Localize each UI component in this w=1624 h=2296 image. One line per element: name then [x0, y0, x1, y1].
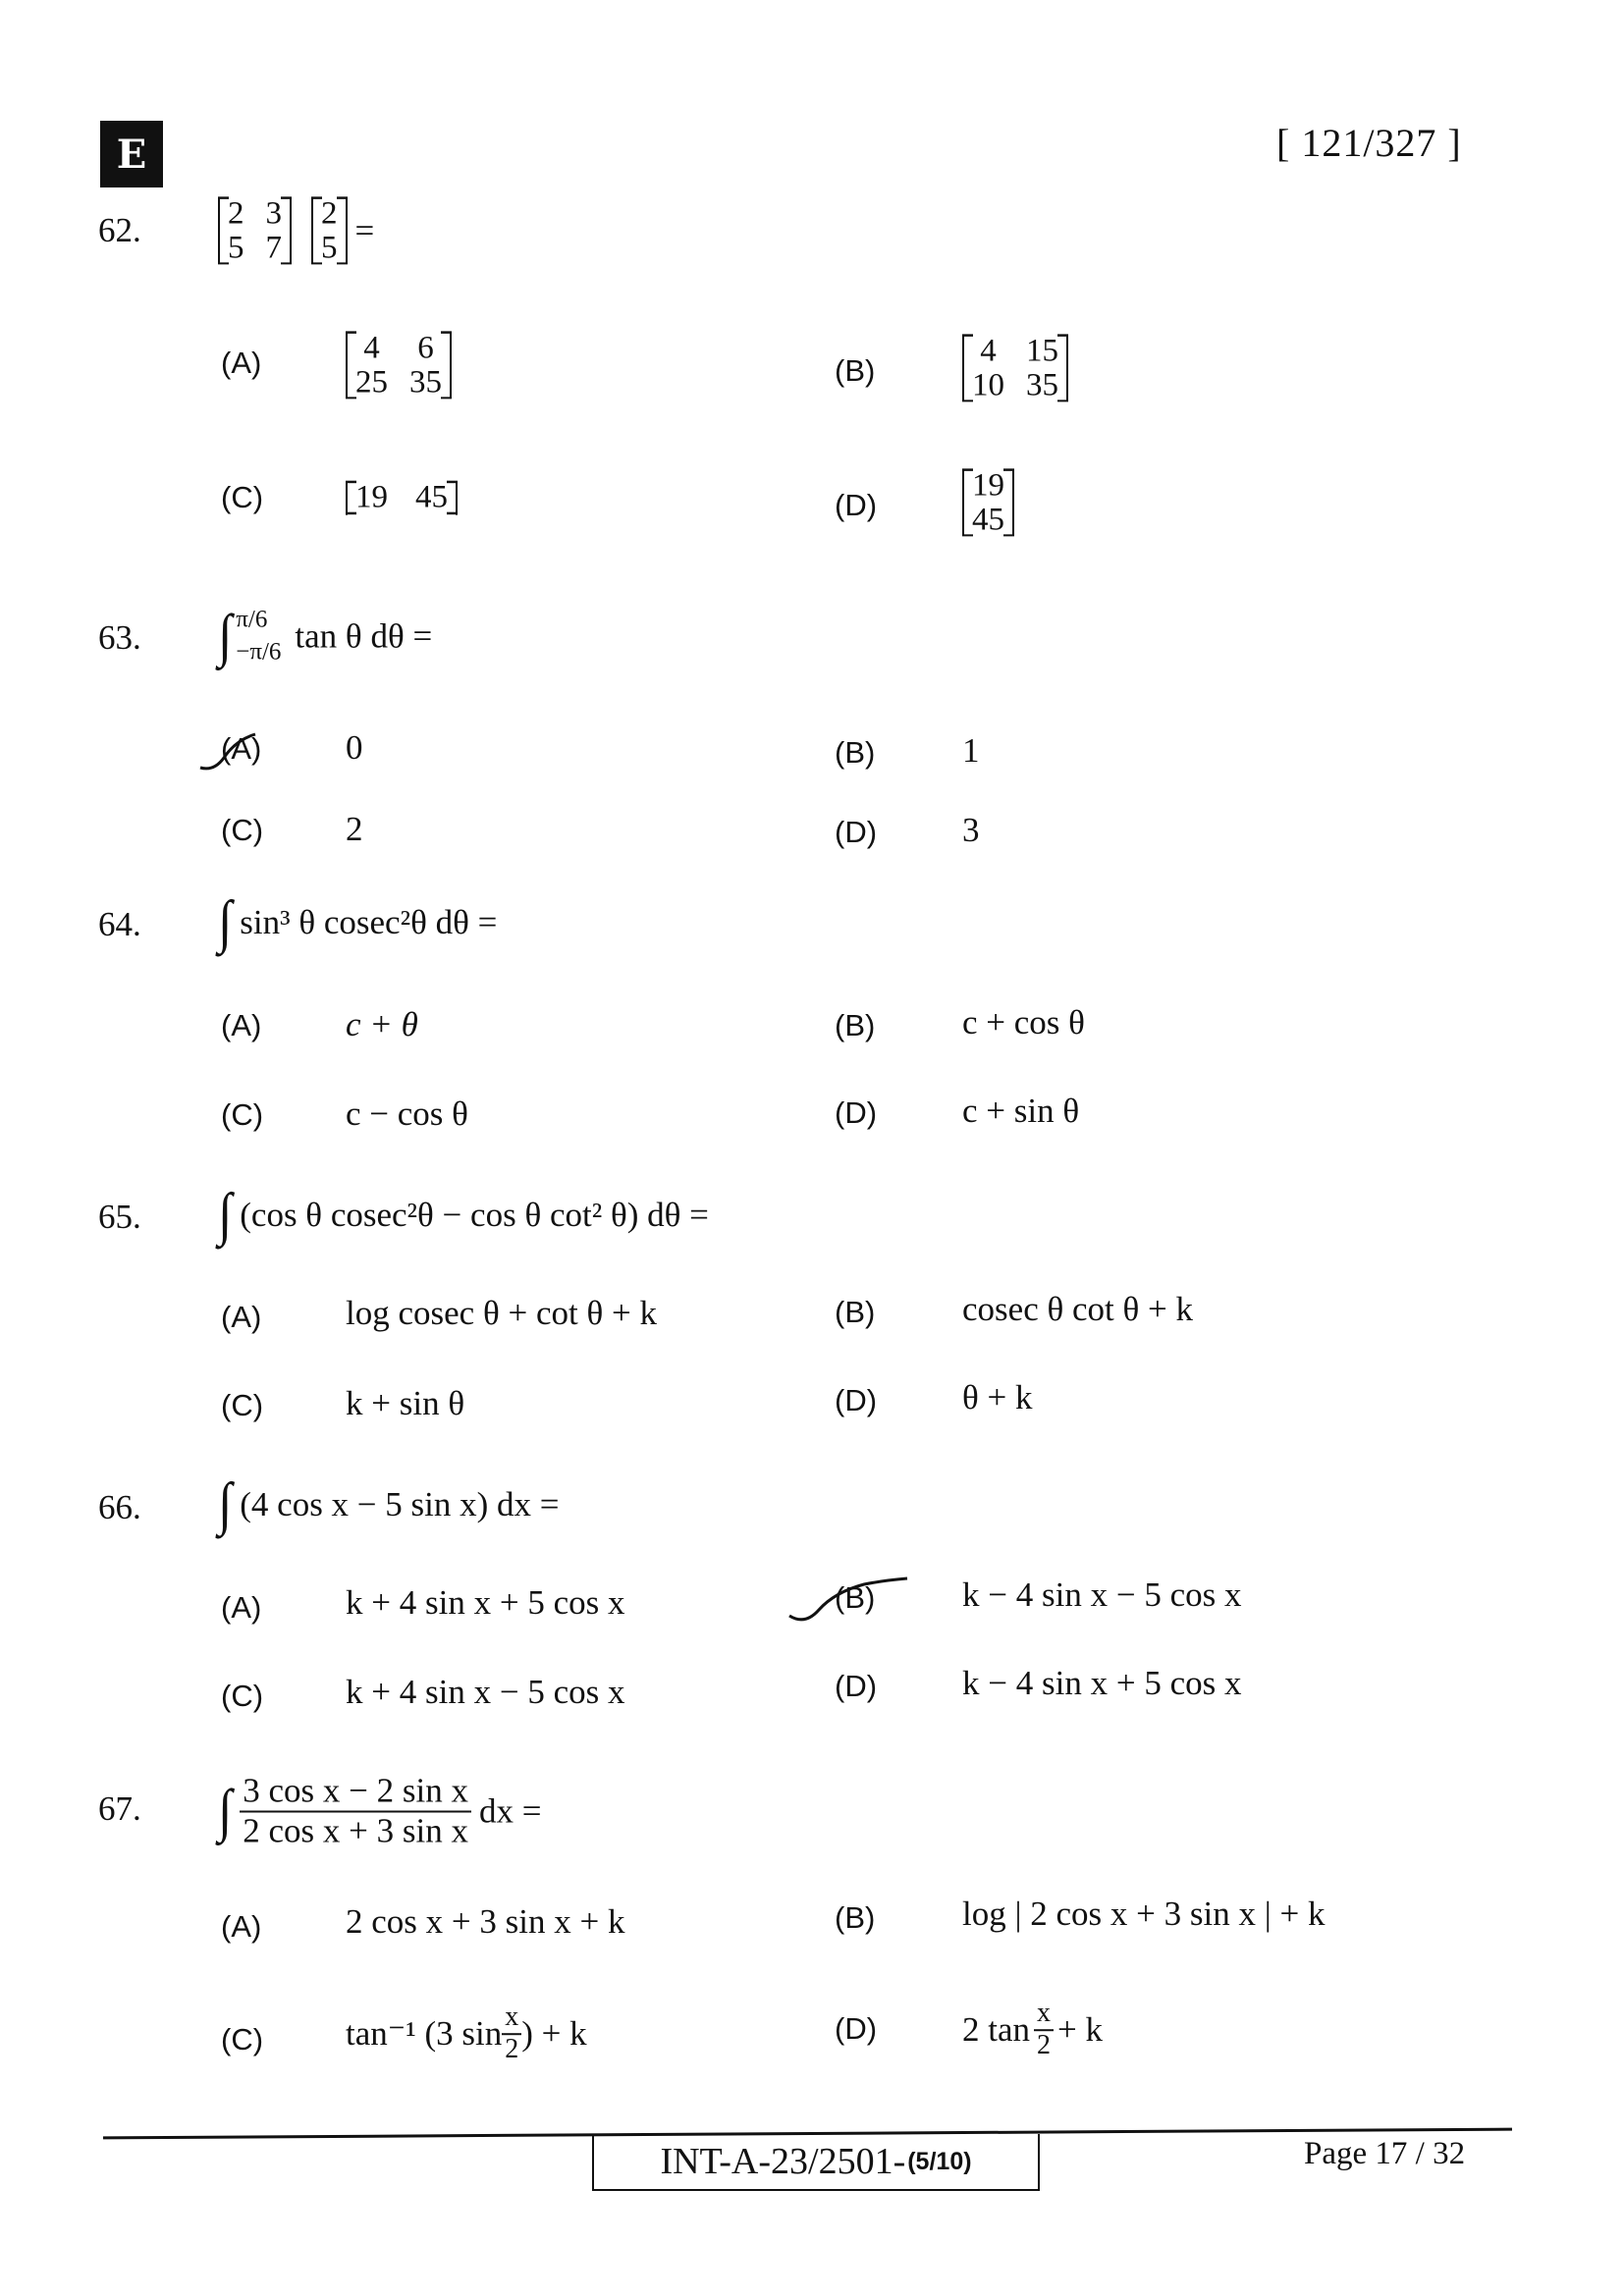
- integrand: (cos θ cosec²θ − cos θ cot² θ) dθ =: [240, 1196, 709, 1234]
- matrix: [962, 468, 1014, 536]
- option-b-value[interactable]: [962, 334, 1068, 401]
- option-c-value[interactable]: [346, 481, 458, 515]
- option-label[interactable]: (A): [221, 1590, 262, 1625]
- matrix: [218, 196, 292, 264]
- option-label[interactable]: (D): [835, 1669, 878, 1703]
- option-label[interactable]: (B): [835, 1900, 876, 1935]
- question-stem: [218, 196, 374, 264]
- option-label[interactable]: (D): [835, 815, 878, 849]
- option-label[interactable]: (D): [835, 488, 878, 522]
- integral-sign: ∫: [218, 889, 233, 955]
- numerator: x: [1034, 1999, 1054, 2031]
- option-label[interactable]: (C): [221, 813, 264, 847]
- option-label[interactable]: (D): [835, 1383, 878, 1417]
- option-text: + k: [1057, 2010, 1104, 2049]
- footer-code-suffix: (5/10): [907, 2147, 972, 2175]
- matrix-cell: 25: [355, 364, 388, 400]
- matrix-cell: 45: [415, 479, 448, 515]
- option-b-value[interactable]: 1: [962, 731, 980, 770]
- integral-sign: ∫: [218, 1182, 233, 1248]
- page-number: Page 17 / 32: [1304, 2136, 1466, 2171]
- integral-limits: [236, 605, 281, 668]
- question-number: 66.: [98, 1488, 141, 1526]
- option-b-value[interactable]: cosec θ cot θ + k: [962, 1290, 1194, 1328]
- option-b-value[interactable]: log | 2 cos x + 3 sin x | + k: [962, 1895, 1326, 1933]
- option-label[interactable]: (C): [221, 1679, 264, 1713]
- option-label[interactable]: (B): [835, 1008, 876, 1042]
- footer-code: INT-A-23/2501-: [660, 2141, 906, 2182]
- denominator: 2 cos x + 3 sin x: [243, 1811, 468, 1849]
- option-label[interactable]: (A): [221, 1909, 262, 1944]
- matrix-cell: 19: [972, 467, 1004, 504]
- denominator: 2: [505, 2034, 519, 2064]
- option-d-value[interactable]: 3: [962, 811, 980, 849]
- denominator: 2: [1037, 2030, 1052, 2060]
- fraction: [1034, 1999, 1054, 2061]
- set-label: E: [100, 121, 163, 187]
- option-label[interactable]: (B): [835, 735, 876, 770]
- integral-sign: ∫: [218, 1778, 233, 1843]
- question-stem: [218, 889, 498, 955]
- fraction: [240, 1773, 471, 1850]
- question-stem: [218, 1182, 709, 1248]
- option-label[interactable]: (A): [221, 346, 262, 380]
- matrix-cell: 35: [409, 364, 442, 400]
- matrix-cell: 10: [972, 367, 1004, 402]
- matrix-cell: 19: [355, 479, 388, 515]
- question-stem: [218, 605, 432, 668]
- matrix-cell: 45: [972, 502, 1004, 537]
- matrix: [311, 196, 348, 264]
- upper-limit: π/6: [236, 606, 268, 633]
- question-stem: [218, 1471, 560, 1537]
- matrix-cell: 7: [265, 230, 282, 265]
- question-number: 65.: [98, 1198, 141, 1236]
- option-label[interactable]: (C): [221, 1388, 264, 1422]
- matrix: [346, 331, 452, 399]
- option-d-value[interactable]: θ + k: [962, 1378, 1033, 1416]
- matrix: [346, 481, 458, 515]
- question-number: 64.: [98, 905, 141, 943]
- integrand: tan θ dθ =: [295, 616, 433, 655]
- numerator: x: [502, 2002, 521, 2035]
- option-c-value[interactable]: [346, 2002, 587, 2065]
- option-label[interactable]: (A): [221, 731, 262, 766]
- numerator: 3 cos x − 2 sin x: [240, 1773, 471, 1813]
- option-label[interactable]: (C): [221, 2022, 264, 2056]
- lower-limit: −π/6: [236, 638, 282, 665]
- integrand: sin³ θ cosec²θ dθ =: [240, 903, 498, 941]
- integral-sign: ∫: [218, 603, 233, 668]
- question-number: 63.: [98, 618, 141, 657]
- question-code: [ 121/327 ]: [1276, 121, 1462, 165]
- option-a-value[interactable]: k + 4 sin x + 5 cos x: [346, 1583, 625, 1622]
- equals-sign: =: [354, 211, 375, 249]
- integral-sign: ∫: [218, 1471, 233, 1537]
- matrix-cell: 6: [417, 330, 434, 366]
- option-label[interactable]: (D): [835, 2011, 878, 2046]
- option-text: 2 tan: [962, 2010, 1031, 2049]
- option-a-value[interactable]: 0: [346, 728, 363, 767]
- footer-code-box: [592, 2134, 1040, 2191]
- option-a-value[interactable]: log cosec θ + cot θ + k: [346, 1294, 657, 1332]
- question-stem: [218, 1773, 542, 1850]
- matrix: [962, 334, 1068, 401]
- question-number: 62.: [98, 211, 141, 249]
- option-label[interactable]: (B): [835, 1580, 876, 1615]
- option-label[interactable]: (A): [221, 1008, 262, 1042]
- matrix-cell: 5: [321, 230, 338, 265]
- matrix-cell: 3: [265, 195, 282, 232]
- option-c-value[interactable]: c − cos θ: [346, 1095, 468, 1133]
- option-d-value[interactable]: [962, 468, 1014, 536]
- option-text: tan⁻¹ (3 sin: [346, 2014, 503, 2053]
- option-d-value[interactable]: [962, 1999, 1103, 2061]
- option-label[interactable]: (C): [221, 1097, 264, 1132]
- option-label[interactable]: (B): [835, 1295, 876, 1329]
- matrix-cell: 2: [228, 195, 244, 232]
- option-label[interactable]: (C): [221, 480, 264, 514]
- option-b-value[interactable]: k − 4 sin x − 5 cos x: [962, 1575, 1242, 1614]
- option-c-value[interactable]: k + sin θ: [346, 1384, 465, 1422]
- option-a-value[interactable]: c + θ: [346, 1005, 418, 1043]
- matrix-cell: 4: [980, 333, 997, 369]
- differential: dx =: [479, 1791, 542, 1830]
- matrix-cell: 5: [228, 230, 244, 265]
- option-label[interactable]: (B): [835, 353, 876, 388]
- option-c-value[interactable]: 2: [346, 810, 363, 848]
- option-label[interactable]: (A): [221, 1300, 262, 1334]
- option-d-value[interactable]: k − 4 sin x + 5 cos x: [962, 1664, 1242, 1702]
- option-a-value[interactable]: 2 cos x + 3 sin x + k: [346, 1902, 625, 1941]
- matrix-cell: 4: [363, 330, 380, 366]
- option-label[interactable]: (D): [835, 1095, 878, 1130]
- question-number: 67.: [98, 1789, 141, 1828]
- fraction: [502, 2002, 521, 2065]
- matrix-cell: 35: [1026, 367, 1058, 402]
- option-d-value[interactable]: c + sin θ: [962, 1092, 1080, 1130]
- integrand: (4 cos x − 5 sin x) dx =: [240, 1485, 560, 1523]
- option-b-value[interactable]: c + cos θ: [962, 1003, 1085, 1041]
- matrix-cell: 2: [321, 195, 338, 232]
- option-a-value[interactable]: [346, 331, 452, 399]
- matrix-cell: 15: [1026, 333, 1058, 369]
- option-text: ) + k: [521, 2014, 587, 2053]
- option-c-value[interactable]: k + 4 sin x − 5 cos x: [346, 1673, 625, 1711]
